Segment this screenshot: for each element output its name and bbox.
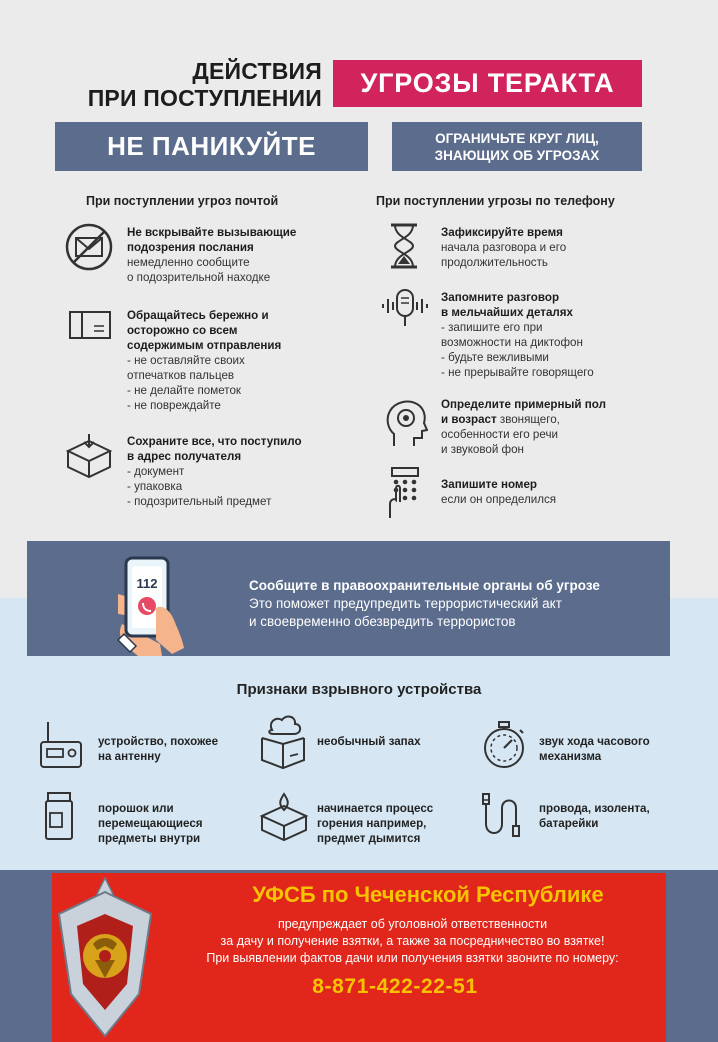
no-panic-box: НЕ ПАНИКУЙТЕ (55, 122, 368, 171)
fsb-warning-text: предупреждает об уголовной ответственности за дачу и получение взятки, а также за посредничество во взятке! При выявлении фактов дачи или получения взятки звоните по номеру: (206, 917, 619, 965)
fsb-phone-number[interactable]: 8-871-422-22-51 (312, 975, 478, 998)
banner-text: Сообщите в правоохранительные органы об угрозе Это поможет предупредить террористический акт и своевременно обезвредить террористов (249, 578, 600, 629)
phone-heading: При поступлении угрозы по телефону (376, 194, 615, 208)
phone-item-4: Запишите номер если он определился (441, 478, 557, 506)
timer-icon (482, 720, 526, 770)
hourglass-icon (388, 222, 420, 270)
phone-item-1: Зафиксируйте время начала разговора и его продолжительность (441, 226, 567, 269)
phone-item-2: Запомните разговор в мельчайших деталях - запишите его при возможности на диктофон - будьте вежливыми - не прерывайте говорящего (441, 291, 594, 379)
no-open-letter-icon (64, 222, 114, 272)
envelope-icon (68, 310, 112, 340)
threat-label: УГРОЗЫ ТЕРАКТА (333, 60, 642, 107)
radio-antenna-icon (38, 720, 84, 770)
package-icon (64, 433, 114, 479)
sign-item-6: провода, изолента, батарейки (539, 802, 650, 830)
limit-circle-box: ОГРАНИЧЬТЕ КРУГ ЛИЦ, ЗНАЮЩИХ ОБ УГРОЗАХ (392, 122, 642, 171)
sign-item-2: необычный запах (317, 735, 421, 748)
keypad-icon (386, 466, 422, 520)
burning-box-icon (260, 792, 308, 842)
wires-icon (480, 790, 526, 840)
sign-item-1: устройство, похожее на антенну (98, 735, 219, 763)
microphone-icon (380, 288, 430, 330)
fsb-emblem-icon (55, 874, 155, 1040)
mail-item-1: Не вскрывайте вызывающие подозрения послания немедленно сообщите о подозрительной находке (127, 226, 297, 284)
sign-item-4: порошок или перемещающиеся предметы внутри (98, 802, 203, 845)
powder-jar-icon (44, 791, 74, 841)
head-icon (384, 398, 428, 448)
phone-call-icon (112, 554, 208, 656)
mail-heading: При поступлении угроз почтой (86, 194, 279, 208)
emergency-number: 112 (136, 576, 158, 591)
signs-title: Признаки взрывного устройства (236, 681, 482, 698)
phone-item-3: Определите примерный пол и возраст звонящего, особенности его речи и звуковой фон (441, 398, 606, 456)
mail-item-3: Сохраните все, что поступило в адрес получателя - документ - упаковка - подозрительный предмет (127, 435, 302, 508)
sign-item-3: звук хода часового механизма (539, 735, 650, 763)
sign-item-5: начинается процесс горения например, предмет дымится (317, 802, 434, 845)
smelly-box-icon (258, 712, 308, 770)
mail-item-2: Обращайтесь бережно и осторожно со всем содержимым отправления - не оставляйте своих отпечатков пальцев - не делайте пометок - не повреждайте (127, 309, 282, 412)
fsb-title: УФСБ по Чеченской Республике (252, 882, 604, 907)
page-title: ДЕЙСТВИЯ ПРИ ПОСТУПЛЕНИИ (87, 58, 322, 111)
